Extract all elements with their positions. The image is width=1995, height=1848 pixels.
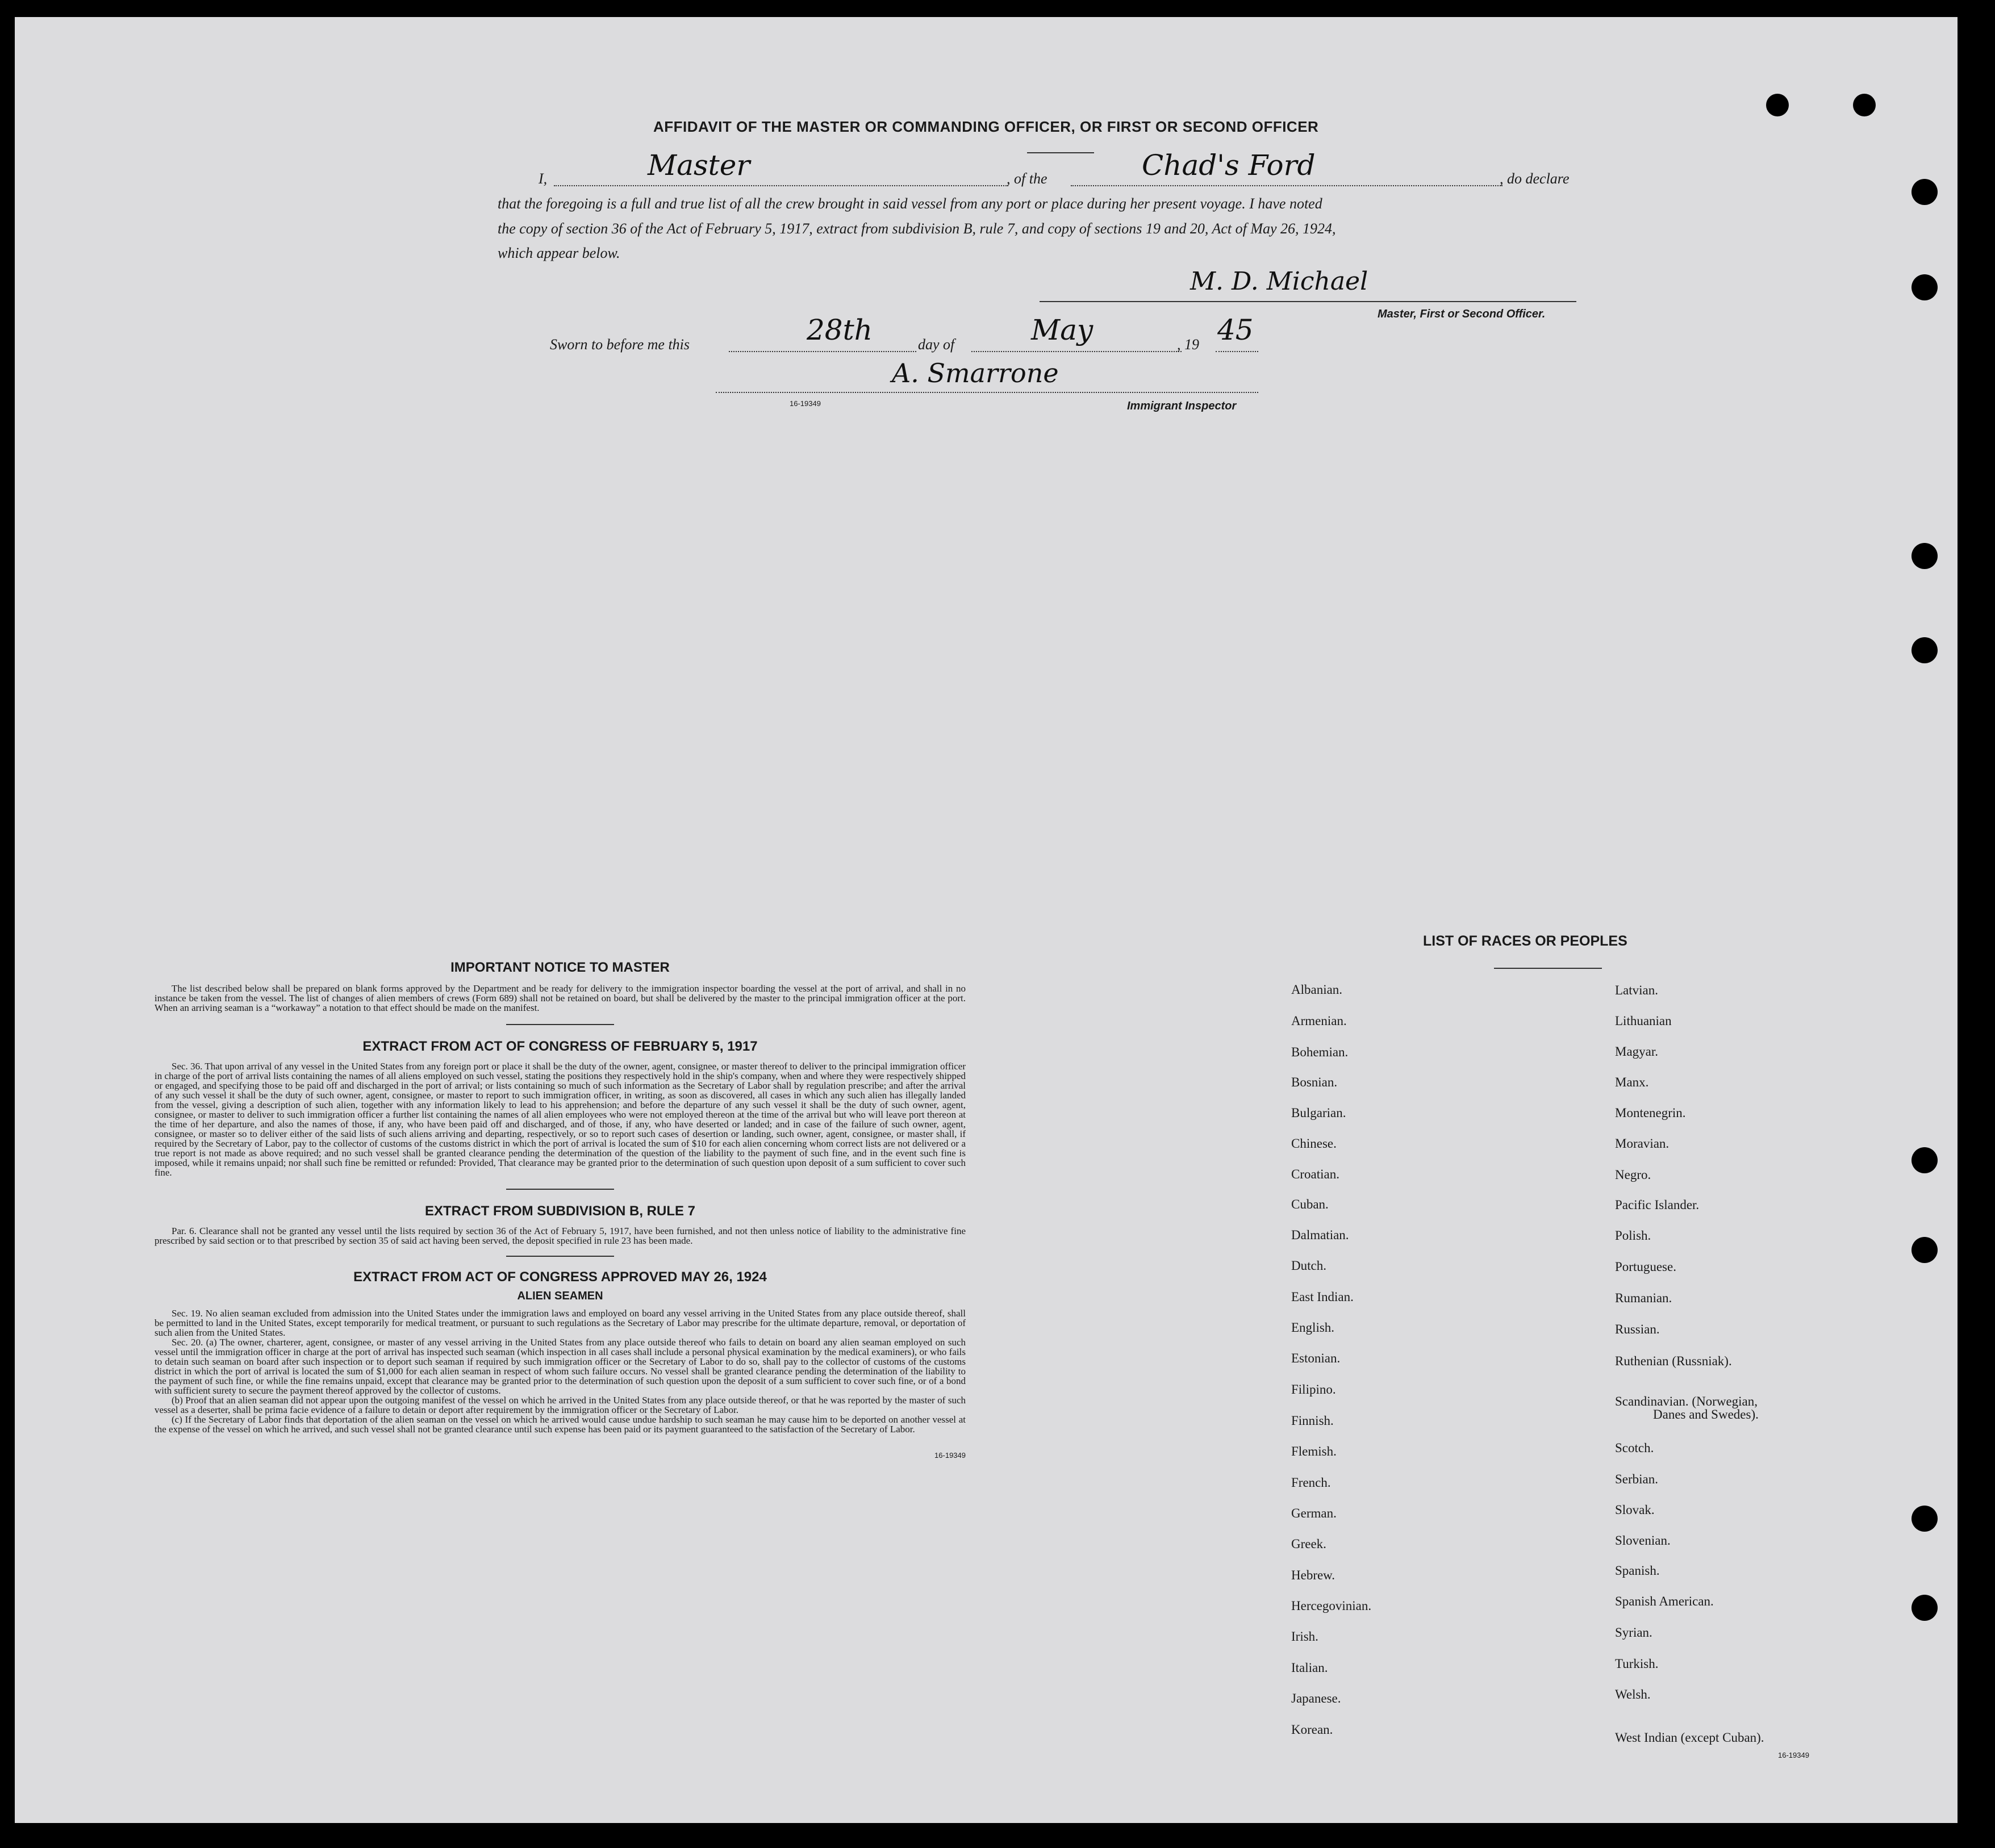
year-handwritten: 45 <box>1217 313 1254 346</box>
race-item: Latvian. <box>1615 983 1658 997</box>
subdivision-text: Par. 6. Clearance shall not be granted any vessel until the lists required by section 36 of the Act of February 5, 1917, have been furnished, and not then unless notice of liability to the administrative fine prescribed by said section or to that prescribed by section 35 of said act having been served, the deposit specified in rule 23 has been made. <box>155 1226 966 1246</box>
alien-seamen-subheading: ALIEN SEAMEN <box>517 1290 603 1302</box>
race-item: Spanish American. <box>1615 1594 1714 1608</box>
race-item: Spanish. <box>1615 1563 1660 1578</box>
day-handwritten: 28th <box>807 313 873 346</box>
month-handwritten: May <box>1031 313 1094 346</box>
race-item: Rumanian. <box>1615 1291 1672 1305</box>
race-item: Manx. <box>1615 1075 1649 1089</box>
race-item: Bohemian. <box>1291 1045 1349 1059</box>
officer-signature-line <box>1040 301 1576 302</box>
race-item: Syrian. <box>1615 1625 1652 1640</box>
race-item: Turkish. <box>1615 1657 1659 1671</box>
extract-1917-heading: EXTRACT FROM ACT OF CONGRESS OF FEBRUARY 5, 1917 <box>362 1039 758 1054</box>
race-item: Slovenian. <box>1615 1533 1671 1548</box>
punch-hole-icon <box>1911 179 1938 205</box>
month-line <box>971 351 1182 352</box>
races-heading: LIST OF RACES OR PEOPLES <box>1423 933 1627 949</box>
punch-hole-icon <box>1911 1147 1938 1173</box>
race-item: Welsh. <box>1615 1687 1651 1701</box>
title-divider <box>1027 152 1094 153</box>
race-item: Finnish. <box>1291 1414 1334 1428</box>
race-item: German. <box>1291 1506 1337 1520</box>
race-item: Lithuanian <box>1615 1014 1672 1028</box>
race-item: French. <box>1291 1475 1331 1490</box>
affidavit-body-line2: the copy of section 36 of the Act of February 5, 1917, extract from subdivision B, rule 7, and copy of sections 19 and 20, Act of May 26, 1924, <box>498 220 1336 237</box>
race-item: Greek. <box>1291 1537 1326 1551</box>
race-item: Japanese. <box>1291 1691 1341 1705</box>
race-item: Dutch. <box>1291 1259 1326 1273</box>
form-number-top: 16-19349 <box>790 399 821 408</box>
race-item: Chinese. <box>1291 1136 1337 1151</box>
race-item: Bosnian. <box>1291 1075 1338 1089</box>
name-handwritten: Master <box>648 149 750 182</box>
race-item: Hebrew. <box>1291 1568 1335 1582</box>
race-item: Cuban. <box>1291 1197 1329 1211</box>
notice-heading: IMPORTANT NOTICE TO MASTER <box>450 960 670 975</box>
punch-hole-icon <box>1911 1595 1938 1621</box>
day-line <box>729 351 916 352</box>
race-item: Magyar. <box>1615 1044 1659 1059</box>
race-item: Hercegovinian. <box>1291 1599 1372 1613</box>
race-item: Polish. <box>1615 1228 1651 1243</box>
race-item: Dalmatian. <box>1291 1228 1349 1242</box>
race-item: Filipino. <box>1291 1382 1336 1397</box>
race-item: Albanian. <box>1291 982 1343 997</box>
vessel-handwritten: Chad's Ford <box>1142 149 1316 182</box>
inspector-signature: A. Smarrone <box>892 358 1059 388</box>
race-item: East Indian. <box>1291 1290 1354 1304</box>
race-item: Scotch. <box>1615 1441 1654 1455</box>
legal-column <box>155 960 966 1460</box>
punch-hole-icon <box>1911 637 1938 663</box>
paper-sheet <box>15 17 1958 1823</box>
punch-hole-icon <box>1766 94 1789 116</box>
race-item: Irish. <box>1291 1629 1318 1644</box>
subdivision-heading: EXTRACT FROM SUBDIVISION B, RULE 7 <box>424 1203 696 1219</box>
sworn-label: Sworn to before me this <box>550 336 690 353</box>
sec20a-text: Sec. 20. (a) The owner, charterer, agent, consignee, or master of any vessel arriving in the United States from any place outside thereof who fails to detain on board any alien seaman employed on such vessel until the immigration officer in charge at the port of arrival has inspected such seaman (which inspection in all cases shall include a personal physical examination by the medical examiners), or who fails to detain such seaman on board after such inspection or to deport such seaman if required by such immigration officer or the Secretary of Labor to do so, shall pay to the collector of customs of the customs district in which the port of arrival is located the sum of $1,000 for each alien seaman in respect of whom such failure occurs. No vessel shall be granted clearance pending the determination of the liability to the payment of such fine, or while the fine remains unpaid, except that clearance may be granted prior to the determination of such question upon the deposit of a sum sufficient to cover such fine, or of a bond with sufficient surety to secure the payment thereof approved by the collector of customs. <box>155 1337 966 1396</box>
punch-hole-icon <box>1911 543 1938 569</box>
race-item: Bulgarian. <box>1291 1106 1346 1120</box>
race-right-continuation: Danes and Swedes). <box>1653 1407 1759 1421</box>
inspector-caption: Immigrant Inspector <box>1127 400 1237 412</box>
inspector-signature-line <box>716 392 1258 393</box>
punch-hole-icon <box>1911 1506 1938 1532</box>
race-item: Pacific Islander. <box>1615 1198 1700 1212</box>
race-item: Flemish. <box>1291 1444 1337 1458</box>
vessel-line <box>1071 185 1502 186</box>
race-item: Ruthenian (Russniak). <box>1615 1354 1732 1368</box>
race-item: Estonian. <box>1291 1351 1341 1365</box>
year-prefix: , 19 <box>1177 336 1199 353</box>
of-the-label: , of the <box>1007 170 1047 187</box>
declare-label: , do declare <box>1500 170 1570 187</box>
affidavit-body-line3: which appear below. <box>498 245 620 261</box>
punch-hole-icon <box>1911 1237 1938 1263</box>
form-number-right: 16-19349 <box>1778 1751 1809 1759</box>
race-item: Korean. <box>1291 1722 1333 1737</box>
sec20c-text: (c) If the Secretary of Labor finds that deportation of the alien seaman on the vessel on which he arrived would cause undue hardship to such seaman he may cause him to be deported on another vessel at the expense of the vessel on which he arrived, and such vessel shall not be granted clearance until such expense has been paid or its payment guaranteed to the satisfaction of the Secretary of Labor. <box>155 1414 966 1435</box>
race-item: Negro. <box>1615 1168 1651 1182</box>
race-item: Italian. <box>1291 1661 1328 1675</box>
race-item: Croatian. <box>1291 1167 1339 1181</box>
race-item: Slovak. <box>1615 1503 1655 1517</box>
form-number-left: 16-19349 <box>934 1451 966 1460</box>
race-item: Moravian. <box>1615 1136 1670 1151</box>
race-item: Armenian. <box>1291 1014 1347 1028</box>
race-item: Portuguese. <box>1615 1260 1676 1274</box>
notice-text: The list described below shall be prepared on blank forms approved by the Department and be ready for delivery to the immigration inspector boarding the vessel at the port of arrival, and shall in no instance be taken from the vessel. The list of changes of alien members of crews (Form 689) shall not be retained on board, but shall be delivered by the master to the principal immigration officer at the port. When an arriving seaman is a “workaway” a notation to that effect should be made on the manifest. <box>155 983 966 1013</box>
race-item: Scandinavian. (Norwegian, <box>1615 1394 1758 1408</box>
officer-signature: M. D. Michael <box>1190 267 1368 296</box>
name-line <box>554 185 1008 186</box>
i-label: I, <box>539 170 548 187</box>
punch-hole-icon <box>1911 274 1938 300</box>
affidavit-title: AFFIDAVIT OF THE MASTER OR COMMANDING OFFICER, OR FIRST OR SECOND OFFICER <box>653 118 1319 135</box>
extract-1924-heading: EXTRACT FROM ACT OF CONGRESS APPROVED MAY 26, 1924 <box>353 1269 767 1285</box>
extract-1917-text: Sec. 36. That upon arrival of any vessel in the United States from any foreign port or place it shall be the duty of the owner, agent, consignee, or master thereof to deliver to the principal immigration officer in charge of the port of arrival lists containing the names of all aliens employed on such vessel, stating the positions they respectively hold in the ship's company, when and where they were respectively shipped or engaged, and specifying those to be paid off and discharged in the port of arrival; or lists containing so much of such information as the Secretary of Labor shall by regulation prescribe; and after the arrival of any such vessel it shall be the duty of such owner, agent, consignee, or master to report to such immigration officer, in writing, as soon as discovered, all cases in which any such alien has illegally landed from the vessel, giving a description of such alien, together with any information likely to lead to his apprehension; and before the departure of any such vessel it shall be the duty of such owner, agent, consignee, or master to deliver to such immigration officer a further list containing the names of all alien employees who were not employed thereon at the time of the arrival but who will leave port thereon at the time of her departure, and also the names of those, if any, who have been paid off and discharged, and of those, if any, who have deserted or landed; and in case of the failure of such owner, agent, consignee, or master so to deliver either of the said lists of such aliens arriving and departing, respectively, or so to report such cases of desertion or landing, such owner, agent, consignee, or master shall, if required by the Secretary of Labor, pay to the collector of customs of the customs district in which the port of arrival is located the sum of $10 for each alien concerning whom correct lists are not delivered or a true report is not made as above required; and no such vessel shall be granted clearance pending the determination of the question of the liability to the payment of such fine, and in the event such fine is imposed, while it remains unpaid; nor shall such fine be remitted or refunded: Provided, That clearance may be granted prior to the determination of such question upon deposit of a sum sufficient to cover such fine. <box>155 1061 966 1178</box>
race-item: Montenegrin. <box>1615 1106 1686 1120</box>
sec20b-text: (b) Proof that an alien seaman did not appear upon the outgoing manifest of the vessel on which he arrived in the United States from any place outside thereof, or that he was reported by the master of such vessel as a deserter, shall be prima facie evidence of a failure to detain or deport after requirement by the immigration officer or the Secretary of Labor. <box>155 1395 966 1415</box>
affidavit-body-line1: that the foregoing is a full and true list of all the crew brought in said vessel from any port or place during her present voyage. I have noted <box>498 195 1322 212</box>
race-item: Russian. <box>1615 1322 1660 1336</box>
race-item: English. <box>1291 1320 1335 1335</box>
officer-caption: Master, First or Second Officer. <box>1378 308 1546 320</box>
race-item: West Indian (except Cuban). <box>1615 1730 1764 1745</box>
race-item: Serbian. <box>1615 1472 1659 1486</box>
year-line <box>1216 351 1258 352</box>
punch-hole-icon <box>1853 94 1876 116</box>
day-of-label: day of <box>918 336 955 353</box>
sec19-text: Sec. 19. No alien seaman excluded from admission into the United States under the immigration laws and employed on board any vessel arriving in the United States from any place outside thereof, shall be permitted to land in the United States, except temporarily for medical treatment, or pursuant to such regulations as the Secretary of Labor may prescribe for the ultimate departure, removal, or deportation of such alien from the United States. <box>155 1308 966 1338</box>
races-divider <box>1494 968 1602 969</box>
